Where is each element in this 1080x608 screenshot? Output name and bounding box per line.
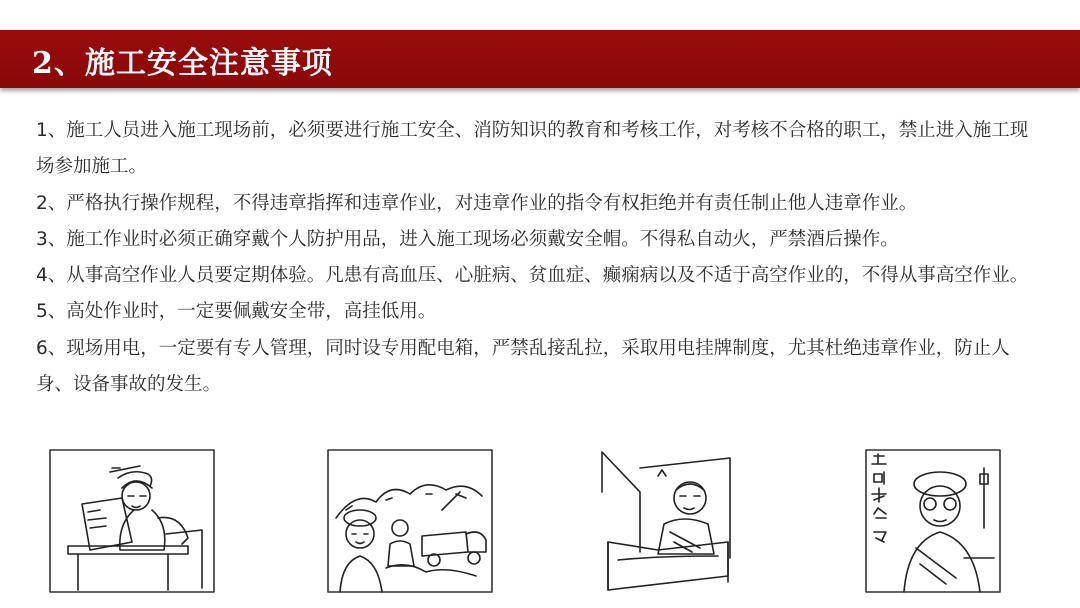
title-bar <box>0 30 1080 88</box>
safety-note-2: 2、严格执行操作规程，不得违章指挥和违章作业，对违章作业的指令有权拒绝并有责任制止他人违章作业。 <box>36 192 918 214</box>
safety-note-6: 6、现场用电，一定要有专人管理，同时设专用配电箱，严禁乱接乱拉，采取用电挂牌制度，尤其杜绝违章作业，防止人身、设备事故的发生。 <box>36 337 1010 396</box>
cartoon-reading-worker-icon <box>48 448 216 594</box>
safety-note-1: 1、施工人员进入施工现场前，必须要进行施工安全、消防知识的教育和考核工作，对考核不合格的职工，禁止进入施工现场参加施工。 <box>36 120 1029 178</box>
safety-notes <box>36 113 1046 403</box>
cartoon-injured-in-bed-icon <box>598 448 748 594</box>
illustration-row <box>0 446 1080 608</box>
cartoon-construction-site-icon <box>326 448 494 594</box>
safety-note-5: 5、高处作业时，一定要佩戴安全带，高挂低用。 <box>36 301 437 323</box>
slide-title: 2、施工安全注意事项 <box>32 46 333 81</box>
safety-note-4: 4、从事高空作业人员要定期体验。凡患有高血压、心脏病、贫血症、癫痫病以及不适于高空作业的，不得从事高空作业。 <box>36 265 1029 287</box>
cartoon-bandaged-worker-icon <box>864 448 1002 594</box>
safety-note-3: 3、施工作业时必须正确穿戴个人防护用品，进入施工现场必须戴安全帽。不得私自动火，严禁酒后操作。 <box>36 228 899 250</box>
